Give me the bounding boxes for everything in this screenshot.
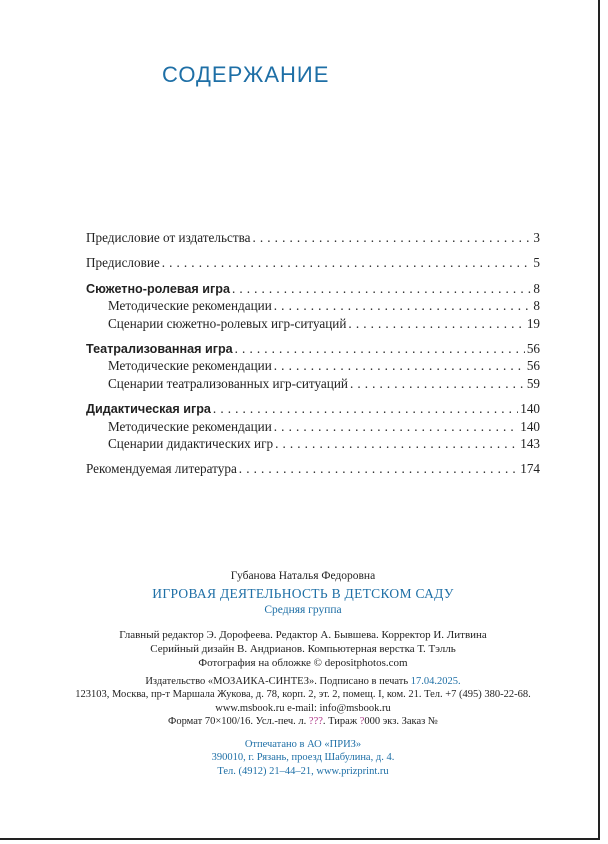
- toc-leader-dots: [232, 280, 531, 297]
- toc-entry-label: Рекомендуемая литература: [86, 461, 237, 477]
- toc-entry-label: Предисловие от издательства: [86, 230, 251, 245]
- toc-entry: [86, 375, 540, 392]
- credits-design: Серийный дизайн В. Андрианов. Компьютерная верстка Т. Тэлль: [150, 642, 456, 655]
- toc-entry-page: 8: [533, 298, 540, 314]
- credits-editors: Главный редактор Э. Дорофеева. Редактор А. Бывшева. Корректор И. Литвина: [119, 629, 487, 641]
- toc-entry: [86, 357, 540, 374]
- toc-entry-page: 5: [533, 255, 540, 271]
- toc-entry: [86, 400, 540, 417]
- toc-leader-dots: [213, 400, 518, 417]
- toc-entry-label: Сюжетно-ролевая игра: [86, 281, 230, 296]
- author-name: Губанова Наталья Федоровна: [230, 570, 376, 582]
- toc-leader-dots: [235, 340, 525, 357]
- toc-entry-label: Дидактическая игра: [86, 402, 211, 417]
- book-grade: Средняя группа: [264, 604, 342, 616]
- toc-leader-dots: [275, 435, 518, 452]
- publisher-line: Издательство «МОЗАИКА-СИНТЕЗ». Подписано в печать 17.04.2025.: [145, 676, 461, 687]
- toc-entry: [86, 280, 540, 297]
- toc-leader-dots: [274, 357, 525, 374]
- toc-leader-dots: [274, 418, 518, 435]
- toc-entry: [86, 229, 540, 246]
- credits-photo: Фотография на обложке © depositphotos.com: [198, 656, 408, 669]
- book-title: ИГРОВАЯ ДЕЯТЕЛЬНОСТЬ В ДЕТСКОМ САДУ: [152, 586, 454, 601]
- publisher-web: www.msbook.ru e-mail: info@msbook.ru: [215, 702, 391, 714]
- toc-leader-dots: [348, 315, 524, 332]
- toc-entry-label: Предисловие: [86, 255, 160, 271]
- toc-leader-dots: [274, 297, 532, 314]
- toc-entry-page: 174: [520, 461, 540, 477]
- toc-entry-page: 143: [520, 435, 540, 451]
- toc-entry: [86, 254, 540, 271]
- toc-entry-page: 140: [520, 418, 540, 434]
- toc-entry-page: 56: [526, 358, 540, 374]
- toc-leader-dots: [162, 254, 532, 271]
- toc-entry-label: Сценарии театрализованных игр-ситуаций: [108, 375, 348, 391]
- toc-entry-label: Методические рекомендации: [108, 358, 272, 374]
- table-of-contents: [86, 229, 540, 478]
- toc-entry: [86, 315, 540, 332]
- toc-entry-label: Театрализованная игра: [86, 341, 233, 356]
- toc-entry-label: Сценарии дидактических игр: [108, 435, 274, 451]
- toc-entry: [86, 297, 540, 314]
- toc-entry: [86, 435, 540, 452]
- page-title: СОДЕРЖАНИЕ: [162, 62, 330, 87]
- printer-contacts: Тел. (4912) 21–44–21, www.prizprint.ru: [217, 765, 389, 777]
- printer-name: Отпечатано в АО «ПРИЗ»: [244, 739, 362, 750]
- publisher-address: 123103, Москва, пр-т Маршала Жукова, д. 78, корп. 2, эт. 2, помещ. I, ком. 21. Тел. +7 (495) 380-22-68.: [75, 689, 531, 701]
- toc-leader-dots: [239, 460, 518, 477]
- publisher-block: [40, 675, 566, 729]
- run-placeholder: ?: [359, 716, 365, 728]
- toc-entry-label: Сценарии сюжетно-ролевых игр-ситуаций: [108, 315, 347, 331]
- toc-entry: [86, 418, 540, 435]
- toc-entry-page: 56: [526, 340, 540, 356]
- credits-block: [40, 629, 566, 670]
- format-line: Формат 70×100/16. Усл.-печ. л. ???. Тираж ?000 экз. Заказ №: [168, 716, 438, 728]
- sheets-placeholder: ???: [308, 716, 323, 728]
- toc-entry-page: 59: [526, 375, 540, 391]
- toc-entry-label: Методические рекомендации: [108, 418, 272, 434]
- toc-entry-page: 140: [520, 401, 540, 417]
- printer-block: [40, 738, 566, 778]
- toc-leader-dots: [253, 229, 532, 246]
- toc-leader-dots: [350, 375, 525, 392]
- toc-entry-label: Методические рекомендации: [108, 298, 272, 314]
- toc-entry-page: 19: [526, 315, 540, 331]
- toc-entry-page: 8: [533, 280, 540, 296]
- toc-entry: [86, 460, 540, 477]
- toc-entry-page: 3: [533, 230, 540, 245]
- sign-date: 17.04.2025.: [410, 676, 461, 687]
- toc-entry: [86, 340, 540, 357]
- printer-address: 390010, г. Рязань, проезд Шабулина, д. 4.: [211, 752, 395, 764]
